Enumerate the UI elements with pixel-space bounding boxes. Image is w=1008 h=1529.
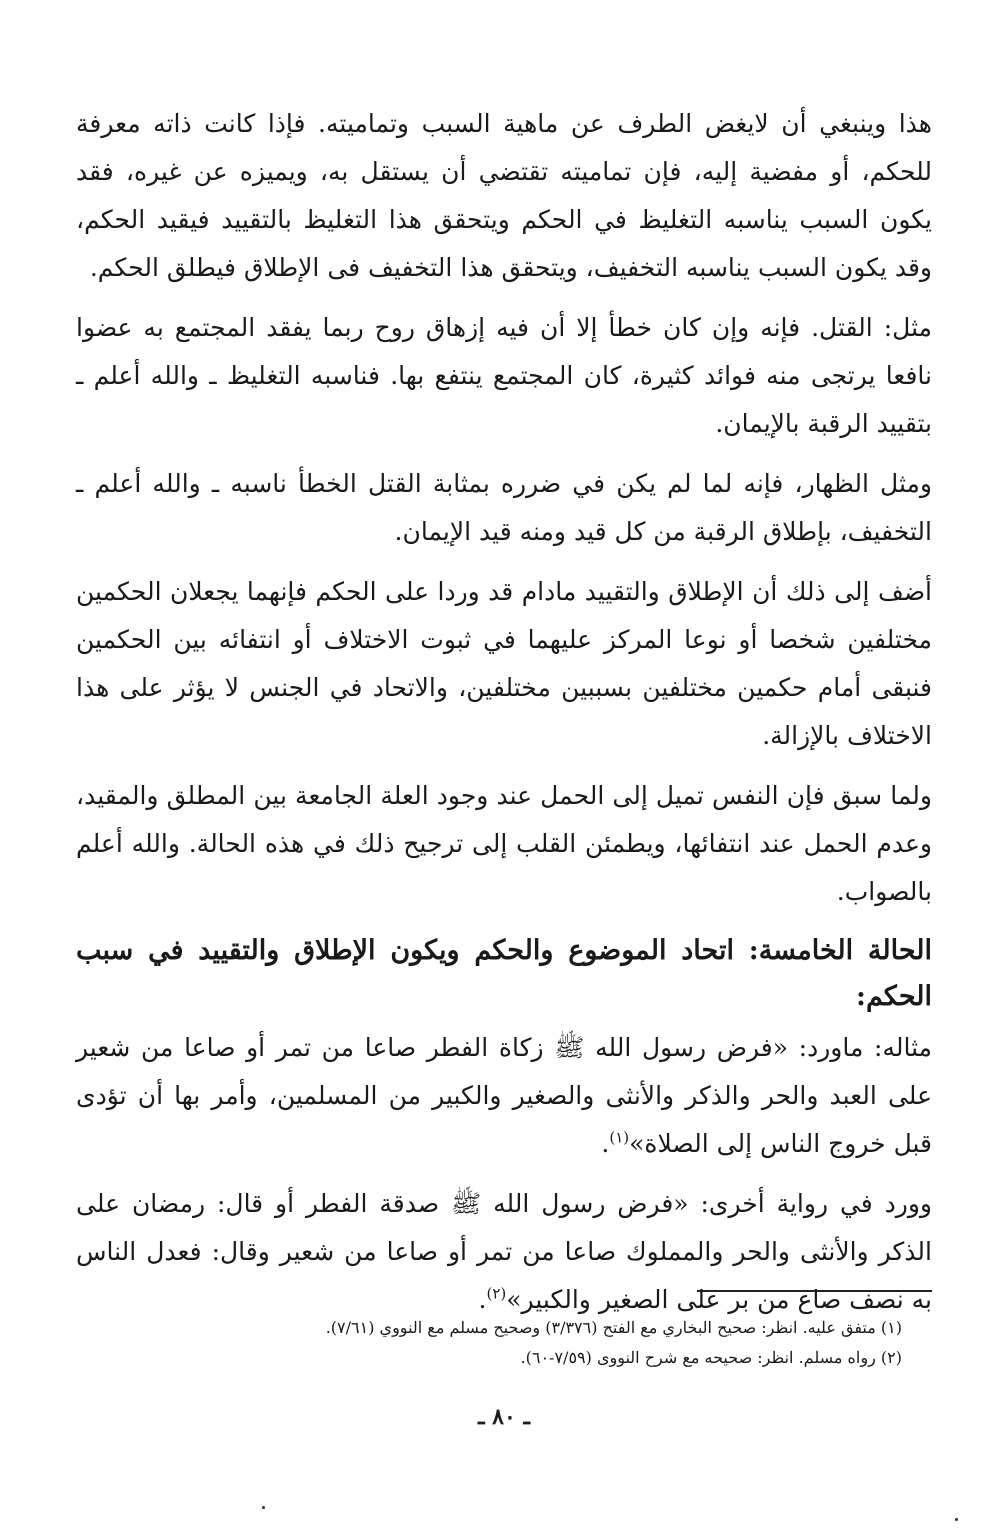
page-body: [76, 100, 932, 1336]
example-1-text: مثاله: ماورد: «فرض رسول الله ﷺ زكاة الفطر صاعا من تمر أو صاعا من شعير على العبد والحر والذكر والأنثى والصغير والكبير من المسلمين، وأمر بها أن تؤدى قبل خروج الناس إلى الصلاة»: [76, 1033, 932, 1158]
paragraph-3: ومثل الظهار، فإنه لما لم يكن في ضرره بمثابة القتل الخطأ ناسبه ـ والله أعلم ـ التخفيف، بإطلاق الرقبة من كل قيد ومنه قيد الإيمان.: [76, 469, 932, 546]
section-heading: الحالة الخامسة: اتحاد الموضوع والحكم ويكون الإطلاق والتقييد في سبب الحكم:: [76, 935, 932, 1012]
footnotes: [76, 1313, 932, 1373]
example-2-end: .: [478, 1285, 487, 1314]
example-1-end: .: [601, 1129, 610, 1158]
scan-speck: [262, 1506, 265, 1509]
example-2-text: وورد في رواية أخرى: «فرض رسول الله ﷺ صدقة الفطر أو قال: رمضان على الذكر والأنثى والحر والمملوك صاعا من تمر أو صاعا من شعير وقال: فعدل الناس به نصف صاع من بر على الصغير والكبير»: [76, 1189, 932, 1314]
paragraph-1: هذا وينبغي أن لايغض الطرف عن ماهية السبب وتماميته. فإذا كانت ذاته معرفة للحكم، أو مفضية إليه، فإن تماميته تقتضي أن يستقل به، ويميزه عن غيره، فقد يكون السبب يناسبه التغليظ في الحكم ويتحقق هذا التغليظ بالتقييد فيقيد الحكم، وقد يكون السبب يناسبه التخفيف، ويتحقق هذا التخفيف فى الإطلاق فيطلق الحكم.: [76, 109, 932, 282]
footnote-2: (٢) رواه مسلم. انظر: صحيحه مع شرح النووى (٧/٥٩-٦٠).: [520, 1348, 902, 1367]
paragraph-5: ولما سبق فإن النفس تميل إلى الحمل عند وجود العلة الجامعة بين المطلق والمقيد، وعدم الحمل عند انتفائها، ويطمئن القلب إلى ترجيح ذلك في هذه الحالة. والله أعلم بالصواب.: [76, 781, 932, 906]
footnote-ref-1[interactable]: (١): [609, 1128, 630, 1147]
page-number: ـ ٨٠ ـ: [478, 1404, 530, 1430]
footnote-ref-2[interactable]: (٢): [486, 1284, 507, 1303]
paragraph-4: أضف إلى ذلك أن الإطلاق والتقييد مادام قد وردا على الحكم فإنهما يجعلان الحكمين مختلفين شخصا أو نوعا المركز عليهما في ثبوت الاختلاف أو انتفائه بين الحكمين فنبقى أمام حكمين مختلفين بسببين مختلفين، والاتحاد في الجنس لا يؤثر على هذا الاختلاف بالإزالة.: [76, 577, 932, 750]
footnote-1: (١) متفق عليه. انظر: صحيح البخاري مع الفتح (٣/٣٧٦) وصحيح مسلم مع النووي (٧/٦١).: [325, 1318, 902, 1337]
scan-speck: [955, 1518, 958, 1521]
footnote-divider: [697, 1290, 932, 1292]
example-paragraph-2: [76, 1180, 932, 1324]
paragraph-2: مثل: القتل. فإنه وإن كان خطأ إلا أن فيه إزهاق روح ربما يفقد المجتمع به عضوا نافعا يرتجى منه فوائد كثيرة، كان المجتمع ينتفع بها. فناسبه التغليظ ـ والله أعلم ـ بتقييد الرقبة بالإيمان.: [76, 313, 933, 438]
example-paragraph-1: [76, 1024, 932, 1168]
